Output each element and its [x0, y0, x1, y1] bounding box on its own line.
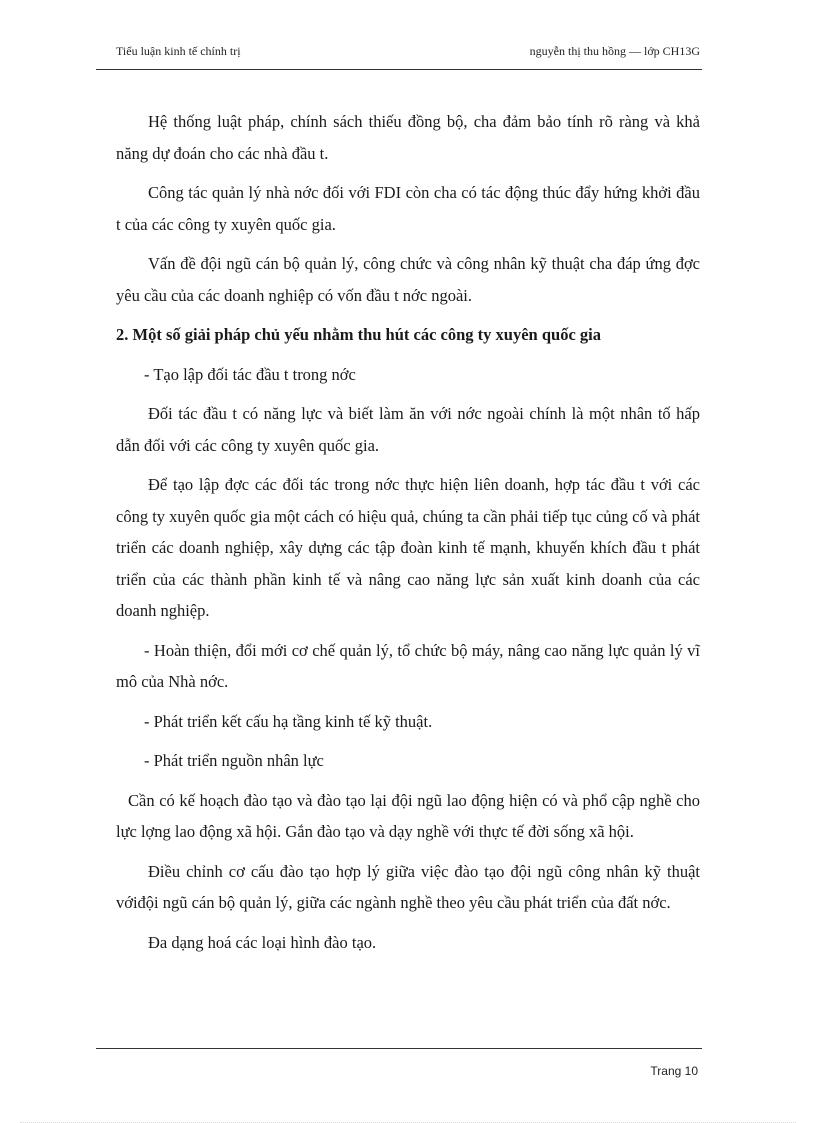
bullet-item: - Phát triển nguồn nhân lực	[144, 751, 324, 770]
paragraph: Hệ thống luật pháp, chính sách thiếu đồng bộ, cha đảm bảo tính rõ ràng và khả năng dự đoán cho các nhà đầu t.	[116, 112, 700, 163]
paragraph: Đối tác đầu t có năng lực và biết làm ăn với nớc ngoài chính là một nhân tố hấp dẫn đối với các công ty xuyên quốc gia.	[116, 404, 700, 455]
bullet-item: - Hoàn thiện, đổi mới cơ chế quản lý, tổ chức bộ máy, nâng cao năng lực quản lý vĩ mô của Nhà nớc.	[116, 640, 700, 691]
paragraph: Để tạo lập đợc các đối tác trong nớc thực hiện liên doanh, hợp tác đầu t với các công ty xuyên quốc gia một cách có hiệu quả, chúng ta cần phải tiếp tục củng cố và phát triển các doanh nghiệp, xây dựng các tập đoàn kinh tế mạnh, khuyến khích đầu t phát triển của các thành phần kinh tế và nâng cao năng lực sản xuất kinh doanh của các doanh nghiệp.	[116, 475, 700, 620]
header-divider	[96, 69, 702, 70]
page-header	[116, 44, 700, 59]
paragraph: Điều chỉnh cơ cấu đào tạo hợp lý giữa việc đào tạo đội ngũ công nhân kỹ thuật vớiđội ngũ cán bộ quản lý, giữa các ngành nghề theo yêu cầu phát triển của đất nớc.	[116, 861, 700, 912]
paragraph: Công tác quản lý nhà nớc đối với FDI còn cha có tác động thúc đẩy hứng khởi đầu t của các công ty xuyên quốc gia.	[116, 183, 700, 234]
header-author: nguyễn thị thu hồng — lớp CH13G	[529, 44, 700, 58]
section-heading: 2. Một số giải pháp chủ yếu nhằm thu hút các công ty xuyên quốc gia	[116, 325, 601, 344]
bullet-item: - Tạo lập đối tác đầu t trong nớc	[144, 364, 356, 384]
header-title: Tiểu luận kinh tế chính trị	[116, 44, 241, 58]
page-number: Trang 10	[650, 1064, 698, 1078]
bullet-item: - Phát triển kết cấu hạ tầng kinh tế kỹ thuật.	[144, 711, 433, 731]
footer-divider	[96, 1048, 702, 1049]
paragraph: Vấn đề đội ngũ cán bộ quản lý, công chức và công nhân kỹ thuật cha đáp ứng đợc yêu cầu của các doanh nghiệp có vốn đầu t nớc ngoài.	[116, 254, 700, 305]
paragraph: Cần có kế hoạch đào tạo và đào tạo lại đội ngũ lao động hiện có và phổ cập nghề cho lực lợng lao động xã hội. Gắn đào tạo và dạy nghề với thực tế đời sống xã hội.	[116, 790, 700, 841]
paragraph: Đa dạng hoá các loại hình đào tạo.	[148, 932, 377, 952]
document-body	[116, 106, 700, 966]
